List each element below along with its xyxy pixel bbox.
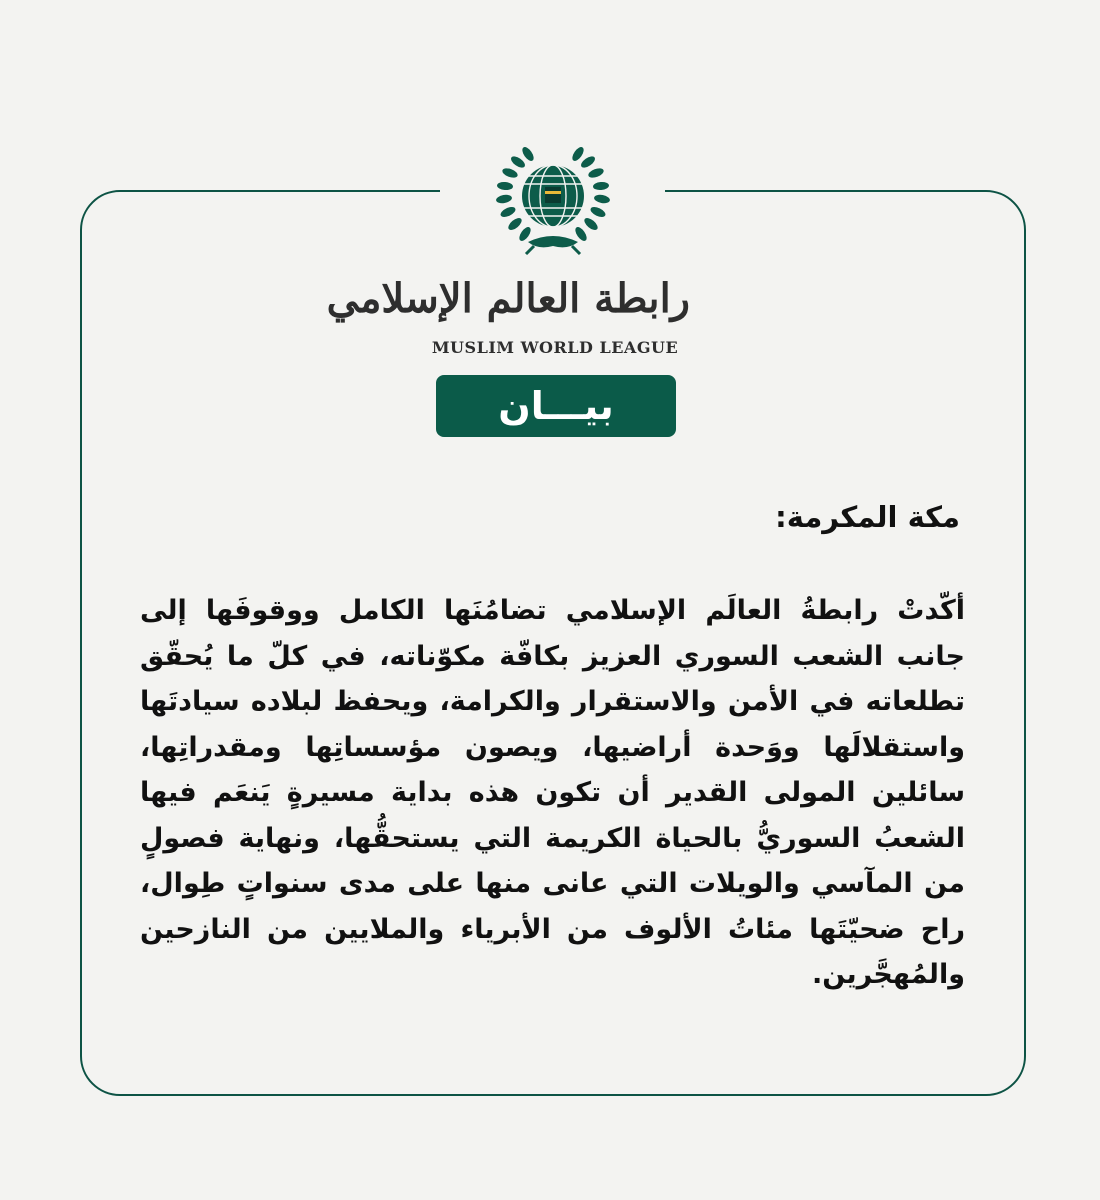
statement-badge [436, 375, 676, 437]
statement-badge-label: بيـــان [498, 384, 614, 428]
muslim-world-league-emblem-icon [488, 138, 618, 258]
statement-body: أكّدتْ رابطةُ العالَم الإسلامي تضامُنَها الكامل ووقوفَها إلى جانب الشعب السوري العزيز بكافّة مكوّناته، في كلّ ما يُحقّق تطلعاته في الأمن والاستقرار والكرامة، ويحفظ لبلاده سيادتَها واستقلالَها ووَحدة أراضيها، ويصون مؤسساتِها ومقدراتِها، سائلين المولى القدير أن تكون هذه بداية مسيرةٍ يَنعَم فيها الشعبُ السوريُّ بالحياة الكريمة التي يستحقُّها، ونهاية فصولٍ من المآسي والويلات التي عانى منها على مدى سنواتٍ طِوال، راح ضحيّتَها مئاتُ الألوف من الأبرياء والملايين من النازحين والمُهجَّرين. [140, 595, 965, 990]
dateline: مكة المكرمة: [775, 500, 960, 534]
organization-name-english: MUSLIM WORLD LEAGUE [431, 338, 679, 357]
organization-name-arabic: رابطة العالم الإسلامي [326, 275, 690, 322]
